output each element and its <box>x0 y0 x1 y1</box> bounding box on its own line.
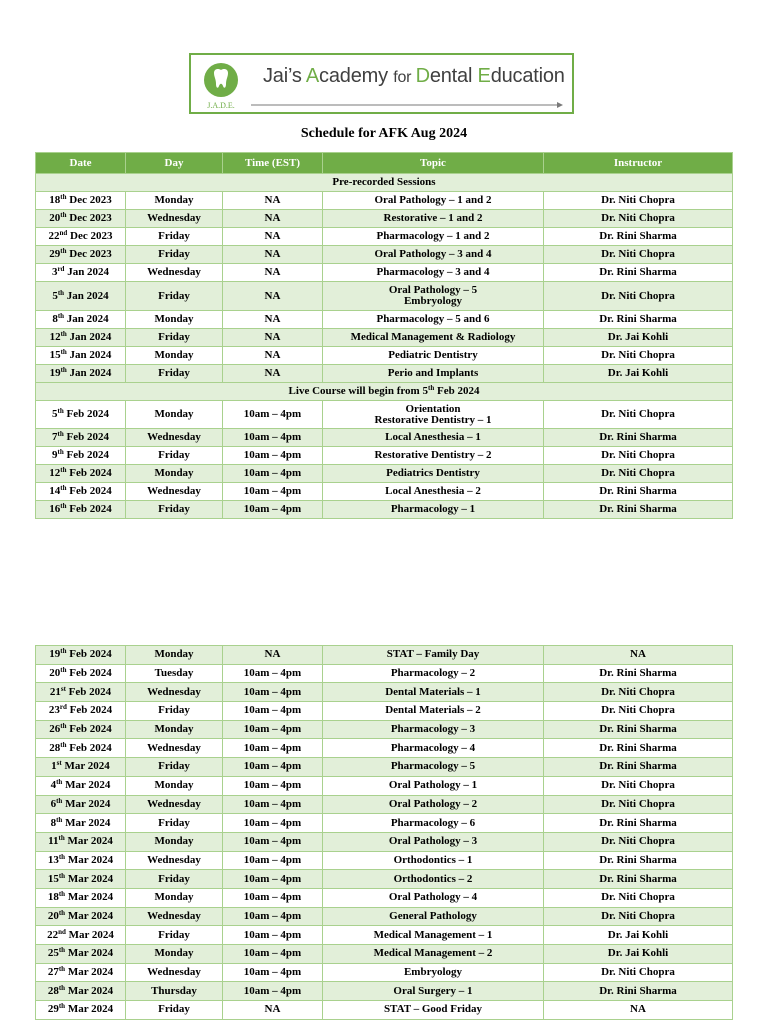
table-row <box>36 264 733 282</box>
date-cell: 16th Feb 2024 <box>36 501 126 519</box>
time-cell: 10am – 4pm <box>223 664 323 683</box>
date-cell: 4th Mar 2024 <box>36 776 126 795</box>
table-row <box>36 329 733 347</box>
date-cell: 3rd Jan 2024 <box>36 264 126 282</box>
table-row <box>36 926 733 945</box>
topic-cell: Pharmacology – 6 <box>323 814 544 833</box>
topic-cell: Pharmacology – 3 <box>323 720 544 739</box>
table-row <box>36 888 733 907</box>
header-instructor: Instructor <box>544 153 733 174</box>
logo-abbrev: J.A.D.E. <box>207 101 235 110</box>
time-cell: 10am – 4pm <box>223 851 323 870</box>
time-cell: 10am – 4pm <box>223 963 323 982</box>
date-cell: 28th Mar 2024 <box>36 982 126 1001</box>
date-cell: 18th Mar 2024 <box>36 888 126 907</box>
instructor-cell: Dr. Niti Chopra <box>544 447 733 465</box>
topic-cell: Local Anesthesia – 2 <box>323 483 544 501</box>
date-cell: 8th Jan 2024 <box>36 311 126 329</box>
instructor-cell: Dr. Niti Chopra <box>544 702 733 721</box>
instructor-cell: Dr. Rini Sharma <box>544 429 733 447</box>
instructor-cell: Dr. Rini Sharma <box>544 720 733 739</box>
table-row <box>36 907 733 926</box>
topic-cell: Pediatric Dentistry <box>323 347 544 365</box>
day-cell: Friday <box>126 758 223 777</box>
day-cell: Friday <box>126 814 223 833</box>
topic-cell: STAT – Family Day <box>323 646 544 665</box>
topic-cell: Orthodontics – 1 <box>323 851 544 870</box>
topic-cell: Medical Management – 2 <box>323 945 544 964</box>
day-cell: Monday <box>126 311 223 329</box>
date-cell: 19th Feb 2024 <box>36 646 126 665</box>
topic-cell: Oral Pathology – 1 <box>323 776 544 795</box>
time-cell: 10am – 4pm <box>223 739 323 758</box>
day-cell: Monday <box>126 401 223 429</box>
date-cell: 19th Jan 2024 <box>36 365 126 383</box>
time-cell: 10am – 4pm <box>223 814 323 833</box>
date-cell: 29th Dec 2023 <box>36 246 126 264</box>
topic-cell: Local Anesthesia – 1 <box>323 429 544 447</box>
time-cell: 10am – 4pm <box>223 501 323 519</box>
time-cell: 10am – 4pm <box>223 832 323 851</box>
table-row <box>36 702 733 721</box>
section-label: Live Course will begin from 5th Feb 2024 <box>36 383 733 401</box>
date-cell: 14th Feb 2024 <box>36 483 126 501</box>
day-cell: Friday <box>126 228 223 246</box>
topic-cell: Pharmacology – 2 <box>323 664 544 683</box>
instructor-cell: Dr. Rini Sharma <box>544 501 733 519</box>
date-cell: 8th Mar 2024 <box>36 814 126 833</box>
time-cell: 10am – 4pm <box>223 776 323 795</box>
topic-cell: Pharmacology – 4 <box>323 739 544 758</box>
topic-cell: Pharmacology – 1 and 2 <box>323 228 544 246</box>
day-cell: Thursday <box>126 982 223 1001</box>
date-cell: 29th Mar 2024 <box>36 1001 126 1020</box>
topic-cell: Restorative Dentistry – 2 <box>323 447 544 465</box>
day-cell: Monday <box>126 888 223 907</box>
topic-cell: Oral Surgery – 1 <box>323 982 544 1001</box>
time-cell: 10am – 4pm <box>223 945 323 964</box>
topic-cell: Embryology <box>323 963 544 982</box>
logo-banner <box>189 53 574 114</box>
header-day: Day <box>126 153 223 174</box>
date-cell: 5th Jan 2024 <box>36 282 126 311</box>
time-cell: NA <box>223 311 323 329</box>
instructor-cell: Dr. Niti Chopra <box>544 907 733 926</box>
date-cell: 18th Dec 2023 <box>36 192 126 210</box>
date-cell: 22nd Dec 2023 <box>36 228 126 246</box>
day-cell: Wednesday <box>126 739 223 758</box>
tooth-logo-icon <box>201 59 241 111</box>
time-cell: NA <box>223 365 323 383</box>
instructor-cell: Dr. Rini Sharma <box>544 311 733 329</box>
instructor-cell: Dr. Rini Sharma <box>544 739 733 758</box>
time-cell: NA <box>223 210 323 228</box>
time-cell: NA <box>223 329 323 347</box>
instructor-cell: Dr. Niti Chopra <box>544 401 733 429</box>
date-cell: 12th Jan 2024 <box>36 329 126 347</box>
schedule-table-2 <box>35 645 733 1020</box>
time-cell: NA <box>223 1001 323 1020</box>
time-cell: 10am – 4pm <box>223 683 323 702</box>
topic-cell: Orientation Restorative Dentistry – 1 <box>323 401 544 429</box>
date-cell: 1st Mar 2024 <box>36 758 126 777</box>
time-cell: 10am – 4pm <box>223 926 323 945</box>
date-cell: 11th Mar 2024 <box>36 832 126 851</box>
day-cell: Wednesday <box>126 483 223 501</box>
date-cell: 6th Mar 2024 <box>36 795 126 814</box>
schedule-title: Schedule for AFK Aug 2024 <box>300 126 468 141</box>
day-cell: Friday <box>126 282 223 311</box>
table-row <box>36 192 733 210</box>
time-cell: NA <box>223 264 323 282</box>
table-row <box>36 483 733 501</box>
table-row <box>36 683 733 702</box>
instructor-cell: Dr. Niti Chopra <box>544 776 733 795</box>
topic-cell: Oral Pathology – 4 <box>323 888 544 907</box>
instructor-cell: Dr. Jai Kohli <box>544 945 733 964</box>
table-row <box>36 447 733 465</box>
table-row <box>36 739 733 758</box>
topic-cell: Medical Management & Radiology <box>323 329 544 347</box>
date-cell: 26th Feb 2024 <box>36 720 126 739</box>
topic-cell: Oral Pathology – 3 and 4 <box>323 246 544 264</box>
day-cell: Friday <box>126 501 223 519</box>
topic-cell: Oral Pathology – 3 <box>323 832 544 851</box>
day-cell: Wednesday <box>126 264 223 282</box>
time-cell: 10am – 4pm <box>223 907 323 926</box>
instructor-cell: Dr. Rini Sharma <box>544 264 733 282</box>
table-row <box>36 814 733 833</box>
topic-cell: Pharmacology – 5 <box>323 758 544 777</box>
day-cell: Friday <box>126 702 223 721</box>
topic-cell: Restorative – 1 and 2 <box>323 210 544 228</box>
table-row <box>36 870 733 889</box>
instructor-cell: Dr. Niti Chopra <box>544 683 733 702</box>
time-cell: 10am – 4pm <box>223 465 323 483</box>
date-cell: 12th Feb 2024 <box>36 465 126 483</box>
table-row <box>36 365 733 383</box>
date-cell: 28th Feb 2024 <box>36 739 126 758</box>
date-cell: 20th Dec 2023 <box>36 210 126 228</box>
date-cell: 23rd Feb 2024 <box>36 702 126 721</box>
table-row <box>36 429 733 447</box>
table-row <box>36 945 733 964</box>
table-row <box>36 465 733 483</box>
day-cell: Wednesday <box>126 210 223 228</box>
topic-cell: Oral Pathology – 5 Embryology <box>323 282 544 311</box>
table-row <box>36 776 733 795</box>
time-cell: NA <box>223 192 323 210</box>
table-row <box>36 664 733 683</box>
topic-cell: Medical Management – 1 <box>323 926 544 945</box>
instructor-cell: Dr. Jai Kohli <box>544 365 733 383</box>
day-cell: Friday <box>126 1001 223 1020</box>
table-row <box>36 851 733 870</box>
time-cell: NA <box>223 347 323 365</box>
day-cell: Monday <box>126 720 223 739</box>
table-row <box>36 282 733 311</box>
date-cell: 9th Feb 2024 <box>36 447 126 465</box>
table-row <box>36 1001 733 1020</box>
date-cell: 21st Feb 2024 <box>36 683 126 702</box>
time-cell: NA <box>223 228 323 246</box>
time-cell: 10am – 4pm <box>223 702 323 721</box>
date-cell: 27th Mar 2024 <box>36 963 126 982</box>
instructor-cell: Dr. Rini Sharma <box>544 814 733 833</box>
logo-arrow-line <box>251 102 563 108</box>
instructor-cell: Dr. Niti Chopra <box>544 246 733 264</box>
date-cell: 20th Mar 2024 <box>36 907 126 926</box>
instructor-cell: Dr. Jai Kohli <box>544 926 733 945</box>
topic-cell: Pharmacology – 1 <box>323 501 544 519</box>
instructor-cell: Dr. Niti Chopra <box>544 192 733 210</box>
topic-cell: Orthodontics – 2 <box>323 870 544 889</box>
instructor-cell: Dr. Rini Sharma <box>544 758 733 777</box>
instructor-cell: Dr. Jai Kohli <box>544 329 733 347</box>
topic-cell: Dental Materials – 1 <box>323 683 544 702</box>
topic-cell: Oral Pathology – 1 and 2 <box>323 192 544 210</box>
time-cell: 10am – 4pm <box>223 982 323 1001</box>
day-cell: Wednesday <box>126 963 223 982</box>
time-cell: 10am – 4pm <box>223 870 323 889</box>
instructor-cell: NA <box>544 646 733 665</box>
time-cell: 10am – 4pm <box>223 401 323 429</box>
header-topic: Topic <box>323 153 544 174</box>
day-cell: Wednesday <box>126 851 223 870</box>
instructor-cell: Dr. Niti Chopra <box>544 282 733 311</box>
day-cell: Friday <box>126 870 223 889</box>
day-cell: Monday <box>126 832 223 851</box>
day-cell: Friday <box>126 447 223 465</box>
instructor-cell: Dr. Niti Chopra <box>544 888 733 907</box>
day-cell: Friday <box>126 329 223 347</box>
instructor-cell: Dr. Niti Chopra <box>544 795 733 814</box>
time-cell: 10am – 4pm <box>223 429 323 447</box>
table-header-row <box>36 153 733 174</box>
day-cell: Monday <box>126 192 223 210</box>
topic-cell: Pharmacology – 3 and 4 <box>323 264 544 282</box>
instructor-cell: Dr. Niti Chopra <box>544 347 733 365</box>
table-row <box>36 720 733 739</box>
table-row <box>36 795 733 814</box>
instructor-cell: Dr. Rini Sharma <box>544 483 733 501</box>
topic-cell: STAT – Good Friday <box>323 1001 544 1020</box>
time-cell: 10am – 4pm <box>223 795 323 814</box>
table-row <box>36 832 733 851</box>
schedule-table-1 <box>35 152 733 519</box>
topic-cell: Oral Pathology – 2 <box>323 795 544 814</box>
academy-name: Jai’s Academy for Dental Education <box>263 65 565 87</box>
topic-cell: Pharmacology – 5 and 6 <box>323 311 544 329</box>
table-row <box>36 982 733 1001</box>
date-cell: 15th Jan 2024 <box>36 347 126 365</box>
date-cell: 20th Feb 2024 <box>36 664 126 683</box>
day-cell: Wednesday <box>126 907 223 926</box>
instructor-cell: Dr. Niti Chopra <box>544 210 733 228</box>
header-time: Time (EST) <box>223 153 323 174</box>
time-cell: 10am – 4pm <box>223 888 323 907</box>
table-row <box>36 963 733 982</box>
time-cell: 10am – 4pm <box>223 720 323 739</box>
instructor-cell: NA <box>544 1001 733 1020</box>
header-date: Date <box>36 153 126 174</box>
instructor-cell: Dr. Rini Sharma <box>544 851 733 870</box>
day-cell: Monday <box>126 347 223 365</box>
table-row <box>36 501 733 519</box>
day-cell: Monday <box>126 465 223 483</box>
instructor-cell: Dr. Niti Chopra <box>544 832 733 851</box>
day-cell: Wednesday <box>126 795 223 814</box>
instructor-cell: Dr. Niti Chopra <box>544 465 733 483</box>
table-row <box>36 246 733 264</box>
date-cell: 13th Mar 2024 <box>36 851 126 870</box>
day-cell: Monday <box>126 776 223 795</box>
table-row <box>36 401 733 429</box>
table-row <box>36 646 733 665</box>
day-cell: Friday <box>126 926 223 945</box>
time-cell: 10am – 4pm <box>223 758 323 777</box>
section-label: Pre-recorded Sessions <box>36 174 733 192</box>
date-cell: 22nd Mar 2024 <box>36 926 126 945</box>
day-cell: Friday <box>126 365 223 383</box>
day-cell: Monday <box>126 646 223 665</box>
instructor-cell: Dr. Rini Sharma <box>544 982 733 1001</box>
topic-cell: Pediatrics Dentistry <box>323 465 544 483</box>
day-cell: Tuesday <box>126 664 223 683</box>
section-row <box>36 383 733 401</box>
instructor-cell: Dr. Rini Sharma <box>544 870 733 889</box>
time-cell: NA <box>223 282 323 311</box>
date-cell: 15th Mar 2024 <box>36 870 126 889</box>
table-row <box>36 347 733 365</box>
table-row <box>36 311 733 329</box>
section-row <box>36 174 733 192</box>
day-cell: Monday <box>126 945 223 964</box>
instructor-cell: Dr. Niti Chopra <box>544 963 733 982</box>
table-row <box>36 210 733 228</box>
instructor-cell: Dr. Rini Sharma <box>544 228 733 246</box>
topic-cell: General Pathology <box>323 907 544 926</box>
day-cell: Wednesday <box>126 683 223 702</box>
topic-cell: Dental Materials – 2 <box>323 702 544 721</box>
time-cell: 10am – 4pm <box>223 483 323 501</box>
day-cell: Wednesday <box>126 429 223 447</box>
time-cell: NA <box>223 246 323 264</box>
time-cell: NA <box>223 646 323 665</box>
table-row <box>36 758 733 777</box>
date-cell: 7th Feb 2024 <box>36 429 126 447</box>
topic-cell: Perio and Implants <box>323 365 544 383</box>
date-cell: 25th Mar 2024 <box>36 945 126 964</box>
day-cell: Friday <box>126 246 223 264</box>
time-cell: 10am – 4pm <box>223 447 323 465</box>
date-cell: 5th Feb 2024 <box>36 401 126 429</box>
table-row <box>36 228 733 246</box>
instructor-cell: Dr. Rini Sharma <box>544 664 733 683</box>
